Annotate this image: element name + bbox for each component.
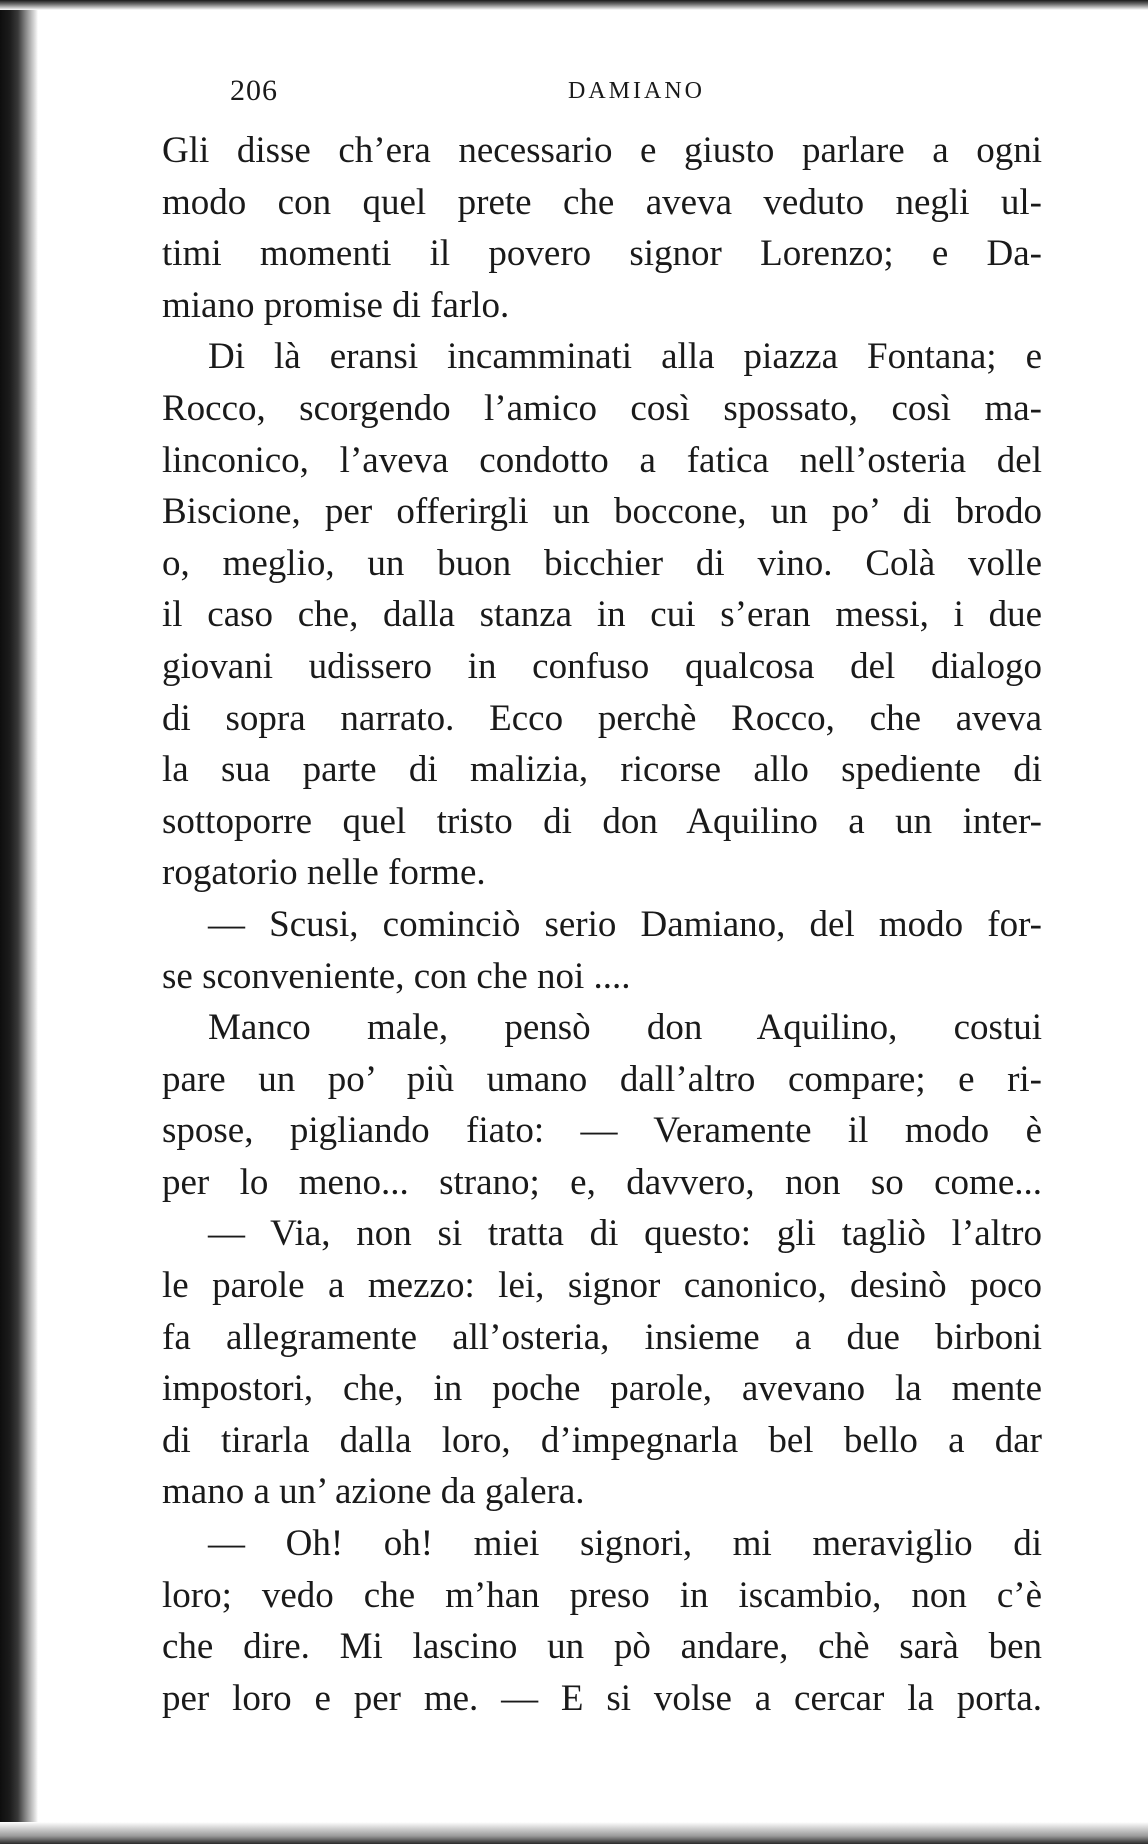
text-line: di tirarla dalla loro, d’impegnarla bel bello a dar [162, 1419, 1042, 1461]
text-line: — Scusi, cominciò serio Damiano, del modo for- [208, 903, 1042, 945]
text-line: — Oh! oh! miei signori, mi meraviglio di [208, 1523, 1042, 1565]
text-line: per loro e per me. — E si volse a cercar la porta. [162, 1677, 1042, 1719]
text-line: spose, pigliando fiato: — Veramente il modo è [162, 1110, 1042, 1152]
text-line: di sopra narrato. Ecco perchè Rocco, che aveva [162, 697, 1042, 739]
text-line: miano promise di farlo. [162, 284, 510, 326]
running-head: DAMIANO [568, 78, 705, 104]
text-line: o, meglio, un buon bicchier di vino. Colà volle [162, 542, 1042, 584]
text-line: timi momenti il povero signor Lorenzo; e Da- [162, 233, 1042, 275]
text-line: il caso che, dalla stanza in cui s’eran messi, i due [162, 594, 1042, 636]
page-number: 206 [230, 74, 278, 107]
text-line: rogatorio nelle forme. [162, 852, 486, 894]
text-line: mano a un’ azione da galera. [162, 1471, 585, 1513]
page-header [230, 74, 950, 114]
text-line: le parole a mezzo: lei, signor canonico, desinò poco [162, 1265, 1042, 1307]
text-line: impostori, che, in poche parole, avevano la mente [162, 1368, 1042, 1410]
text-line: Manco male, pensò don Aquilino, costui [208, 1007, 1042, 1049]
text-line: modo con quel prete che aveva veduto negli ul- [162, 181, 1042, 223]
scan-edge-top [0, 0, 1148, 10]
text-line: la sua parte di malizia, ricorse allo spediente di [162, 749, 1042, 791]
text-line: Gli disse ch’era necessario e giusto parlare a ogni [162, 130, 1042, 171]
text-line: linconico, l’aveva condotto a fatica nell’osteria del [162, 439, 1042, 481]
text-line: per lo meno... strano; e, davvero, non so come... [162, 1161, 1042, 1203]
text-line: loro; vedo che m’han preso in iscambio, non c’è [162, 1574, 1042, 1616]
text-line: sottoporre quel tristo di don Aquilino a un inter- [162, 800, 1042, 842]
text-line: fa allegramente all’osteria, insieme a due birboni [162, 1316, 1042, 1358]
text-line: che dire. Mi lascino un pò andare, chè sarà ben [162, 1626, 1042, 1668]
text-line: Biscione, per offerirgli un boccone, un po’ di brodo [162, 491, 1042, 533]
text-line: Rocco, scorgendo l’amico così spossato, così ma- [162, 387, 1042, 429]
text-body [162, 125, 1042, 1724]
scan-edge-bottom [0, 1822, 1148, 1844]
text-line: giovani udissero in confuso qualcosa del dialogo [162, 645, 1042, 687]
text-line: Di là eransi incamminati alla piazza Fontana; e [208, 336, 1042, 378]
text-line: se sconveniente, con che noi .... [162, 955, 631, 997]
text-line: — Via, non si tratta di questo: gli tagliò l’altro [208, 1213, 1042, 1255]
text-line: pare un po’ più umano dall’altro compare; e ri- [162, 1058, 1042, 1100]
scan-edge-left [0, 0, 38, 1844]
